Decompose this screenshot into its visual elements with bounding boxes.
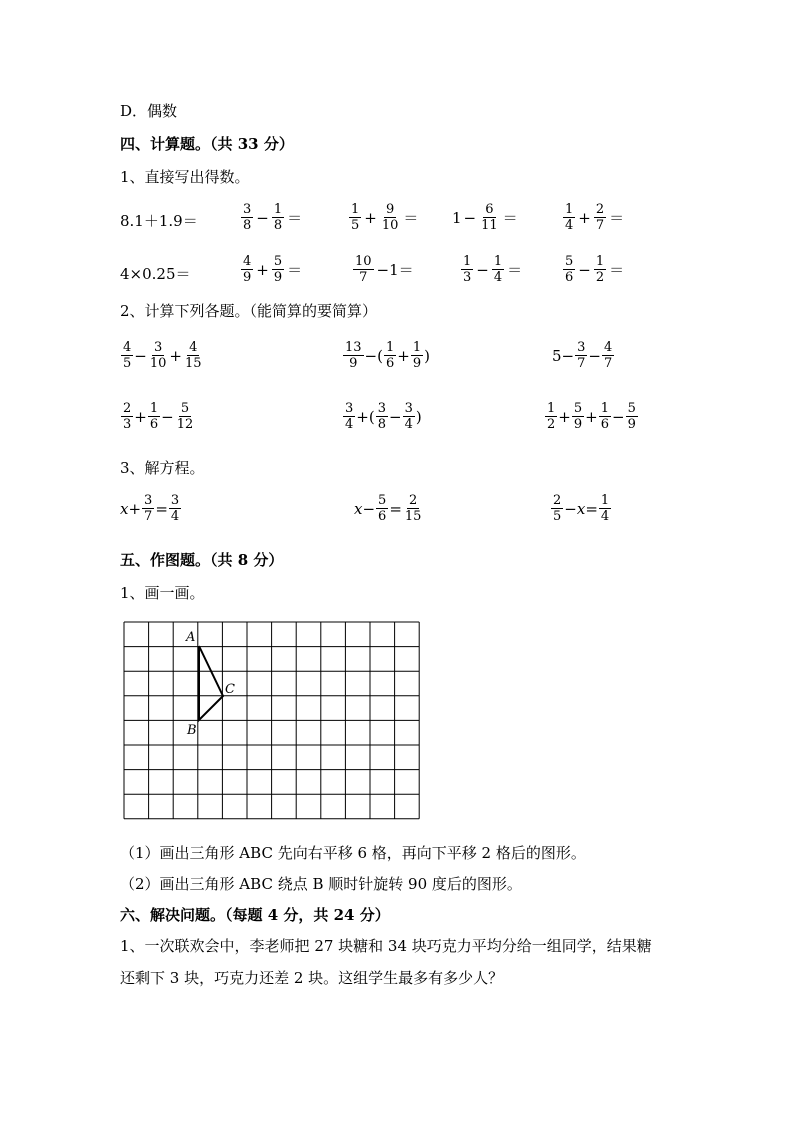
drawing-task-2: （2）画出三角形 ABC 绕点 B 顺时针旋转 90 度后的图形。 — [120, 875, 522, 893]
problem-1-line-2: 还剩下 3 块，巧克力还差 2 块。这组学生最多有多少人？ — [120, 969, 504, 987]
triangle-abc — [199, 646, 223, 720]
grid-lines — [124, 622, 419, 819]
drawing-title: 1、画一画。 — [120, 584, 205, 602]
q3-item3: $\frac{2}{5}$ − x = $\frac{1}{4}$ — [553, 493, 610, 524]
q2-item4: $\frac{2}{3}$ + $\frac{1}{6}$ − $\frac{5}{12}$ — [123, 401, 194, 432]
drawing-task-1: （1）画出三角形 ABC 先向右平移 6 格，再向下平移 2 格后的图形。 — [120, 844, 586, 862]
q2-item3: 5− $\frac{3}{7}$ − $\frac{4}{7}$ — [552, 340, 613, 371]
point-a-label: A — [186, 630, 196, 645]
q1-row2-item1: 4×0.25＝ — [120, 265, 191, 283]
q1-row1-item5: $\frac{1}{4}$ + $\frac{2}{7}$ ＝ — [565, 202, 625, 233]
drawing-grid — [118, 616, 428, 826]
q1-row2-item3: $\frac{10}{7}$ −1＝ — [355, 254, 414, 285]
q1-row1-item3: $\frac{1}{5}$ + $\frac{9}{10}$ ＝ — [351, 202, 419, 233]
q1-row1-item1: 8.1＋1.9＝ — [120, 212, 198, 230]
q1-row2-item5: $\frac{5}{6}$ − $\frac{1}{2}$ ＝ — [565, 254, 625, 285]
q2-item1: $\frac{4}{5}$ − $\frac{3}{10}$ + $\frac{4}{15}$ — [123, 340, 202, 371]
option-d: D．偶数 — [120, 102, 178, 120]
q2-title: 2、计算下列各题。（能简算的要简算） — [120, 302, 378, 320]
q1-row2-item2: $\frac{4}{9}$ + $\frac{5}{9}$ ＝ — [243, 254, 303, 285]
section-4-title: 四、计算题。（共 33 分） — [120, 135, 294, 153]
point-b-label: B — [187, 723, 197, 738]
q1-row1-item2: $\frac{3}{8}$ − $\frac{1}{8}$ ＝ — [243, 202, 303, 233]
point-c-label: C — [225, 682, 235, 697]
q3-title: 3、解方程。 — [120, 459, 205, 477]
q3-item2: x − $\frac{5}{6}$ = $\frac{2}{15}$ — [354, 493, 422, 524]
problem-1-line-1: 1、一次联欢会中，李老师把 27 块糖和 34 块巧克力平均分给一组同学，结果糖 — [120, 937, 652, 955]
section-6-title: 六、解决问题。（每题 4 分，共 24 分） — [120, 906, 390, 924]
section-5-title: 五、作图题。（共 8 分） — [120, 551, 284, 569]
q2-item2: $\frac{13}{9}$ −( $\frac{1}{6}$ + $\frac{1}{9}$ ) — [345, 340, 430, 371]
q1-row1-item4: 1 − $\frac{6}{11}$ ＝ — [452, 202, 518, 233]
q1-title: 1、直接写出得数。 — [120, 168, 250, 186]
q2-item5: $\frac{3}{4}$ +( $\frac{3}{8}$ − $\frac{3}{4}$ ) — [345, 401, 422, 432]
q2-item6: $\frac{1}{2}$ + $\frac{5}{9}$ + $\frac{1}{6}$ − $\frac{5}{9}$ — [547, 401, 636, 432]
q3-item1: x + $\frac{3}{7}$ = $\frac{3}{4}$ — [120, 493, 180, 524]
q1-row2-item4: $\frac{1}{3}$ − $\frac{1}{4}$ ＝ — [463, 254, 523, 285]
